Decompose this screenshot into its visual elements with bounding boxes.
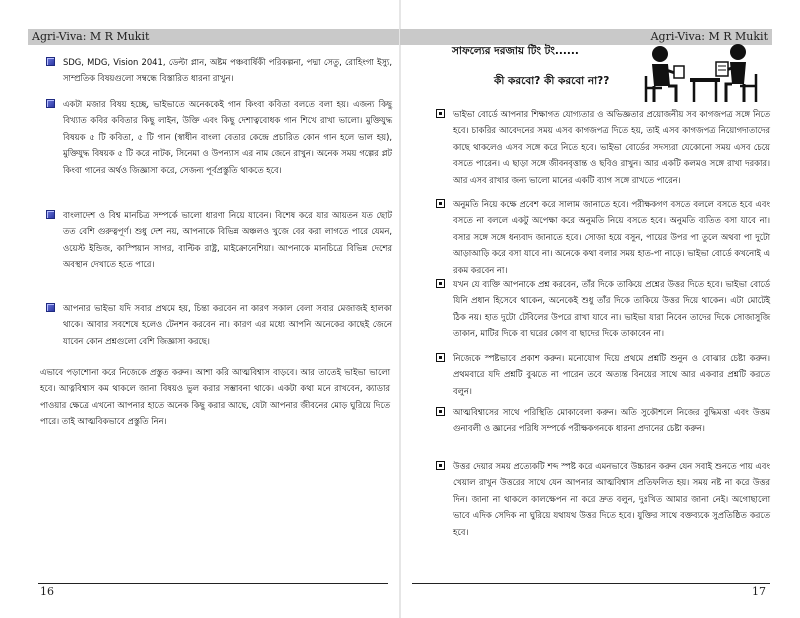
right-page-header: Agri-Viva: M R Mukit	[400, 29, 772, 45]
footer-rule	[412, 583, 770, 584]
boxed-square-bullet-icon	[436, 407, 445, 416]
interview-scene-icon	[632, 40, 772, 106]
boxed-square-bullet-icon	[436, 199, 445, 208]
boxed-square-bullet-icon	[436, 461, 445, 470]
left-closing-paragraph	[40, 364, 390, 430]
left-bullet-text: SDG, MDG, Vision 2041, ডেল্টা প্লান, অষ্টম পঞ্চবার্ষিকী পরিকল্পনা, পদ্মা সেতু, রোহিংগা ইস্যু, সাম্প্রতিক বিষয়গুলো সম্বন্ধে বিস্তারিত ধারনা রাখুন।	[63, 57, 392, 84]
section-title: সাফল্যের দরজায় টিং টং......	[452, 45, 579, 57]
left-bullet-text: একটা মজার বিষয় হচ্ছে, ভাইভাতে অনেককেই গান কিংবা কবিতা বলতে বলা হয়। এজন্য কিছু বিখ্যাত কবির কবিতার কিছু লাইন, উক্তি এবং কিছু দেশাত্ববোধক গান শিখে রাখা ভালো। মুক্তিযুদ্ধ বিষয়ক ৫ টি কবিতা, ৫ টি গান (স্বাধীন বাংলা বেতার কেন্দ্রে প্রচারিত কোন গান হলে ভাল হয়), মুক্তিযুদ্ধ বিষয়ক ৫ টি করে নাটক, সিনেমা ও উপন্যাস এর নাম জেনে রাখুন। অনেক সময় গল্পের প্লট কিংবা গানের অর্থও জিজ্ঞাসা করে, সেজন্য পূর্বপ্রস্তুতি থাকতে হবে।	[63, 99, 392, 175]
boxed-square-bullet-icon	[436, 353, 445, 362]
right-bullet-2	[436, 196, 770, 278]
footer-rule	[38, 583, 388, 584]
right-bullet-text: অনুমতি নিয়ে কক্ষে প্রবেশ করে সালাম জানাতে হবে। পরীক্ষকগণ বসতে বললে বসতে হবে এবং বসতে না বললে একটু অপেক্ষা করে অনুমতি নিয়ে বসতে হবে। অনুমতি ব্যতিত বসা যাবে না। বসার সঙ্গে সঙ্গে ধন্যবাদ জানাতে হবে। সোজা হয়ে বসুন, পায়ের উপর পা তুলে অথবা পা দুটো আড়াআড়ি করে বসা যাবে না। অনেকে কথা বলার সময় হাত-পা নাড়ে। ভাইভা বোর্ডে কখনোই এ রকম করবেন না।	[453, 199, 770, 275]
left-bullet-text: বাংলাদেশ ও বিশ্ব মানচিত্র সম্পর্কে ভালো ধারণা নিয়ে যাবেন। বিশেষ করে যার আয়তন যত ছোট তত বেশি গুরুত্বপূর্ণ। শুধু দেশ নয়, আপনাকে বিভিন্ন অঞ্চলও খুজে বের করা লাগতে পারে যেমন, ওয়েস্ট ইন্ডিজ, কাস্পিয়ান সাগর, বাল্টিক রাষ্ট্র, মাইক্রোনেশিয়া। আপনাকে মানচিত্রে বিভিন্ন দেশের অবস্থান দেখাতে হতে পারে।	[63, 210, 392, 270]
right-bullet-text: নিজেকে স্পষ্টভাবে প্রকাশ করুন। মনোযোগ দিয়ে প্রথমে প্রশ্নটি শুনুন ও বোঝার চেষ্টা করুন। প্রথমবারে যদি প্রশ্নটি বুঝতে না পারেন তবে অত্যন্ত বিনয়ের সাথে আর একবার প্রশ্নটি করতে বলুন।	[453, 353, 770, 396]
page-number: 17	[752, 585, 766, 598]
right-bullet-text: উত্তর দেয়ার সময় প্রত্যেকটি শব্দ স্পষ্ট করে এমনভাবে উচ্চারন করুন যেন সবাই শুনতে পায় এবং খেয়াল রাখুন উত্তরের সাথে যেন আপনার আত্মবিশ্বাস প্রতিফলিত হয়। সময় নষ্ট না করে উত্তর দিন। জানা না থাকলে কালক্ষেপন না করে দ্রুত বলুন, দুঃখিত আমার জানা নেই। অগোছালো ভাবে এদিক সেদিক না ঘুরিয়ে যথাযথ উত্তর দিতে হবে। যুক্তির সাথে বক্তব্যকে সুপ্রতিষ্ঠিত করতে হবে।	[453, 461, 770, 537]
left-bullet-1	[46, 54, 392, 87]
right-bullet-text: আত্মবিশ্বাসের সাথে পরিস্থিতি মোকাবেলা করুন। অতি সুকৌশলে নিজের বুদ্ধিমত্তা এবং উত্তম গুনাবলী ও জ্ঞানের পরিধি সম্পর্কে পরীক্ষকগনকে ধারনা প্রদানের চেষ্টা করুন।	[453, 407, 770, 434]
right-bullet-1	[436, 106, 770, 188]
closing-paragraph-text: এভাবে পড়াশোনা করে নিজেকে প্রস্তুত করুন। আশা করি আত্মবিশ্বাস বাড়বে। আর তাতেই ভাইভা ভালো হবে। আত্নবিশ্বাস কম থাকলে জানা বিষয়ও ভুল করার সম্ভাবনা থাকে। একটা কথা মনে রাখবেন, ক্যাডার পাওয়ার ক্ষেত্রে এখনো আপনার হাতে অনেক কিছু করার আছে, যেটা আপনার জীবনের মোড় ঘুরিয়ে দিতে পারে। তাই আত্মবিকভাবে প্রস্তুতি নিন।	[40, 367, 390, 427]
square-bullet-icon	[46, 99, 55, 108]
left-bullet-text: আপনার ভাইভা যদি সবার প্রথমে হয়, চিন্তা করবেন না কারণ সকাল বেলা সবার মেজাজই হালকা থাকে। আবার সবশেষে হলেও টেনশন করবেন না। কারণ এর মধ্যে আপনি অনেকের কাছেই জেনে যাবেন কোন প্রশ্নগুলো বেশি জিজ্ঞাসা করছে।	[63, 303, 392, 346]
right-bullet-5	[436, 404, 770, 437]
left-bullet-2	[46, 96, 392, 178]
square-bullet-icon	[46, 57, 55, 66]
boxed-square-bullet-icon	[436, 109, 445, 118]
left-bullet-3	[46, 207, 392, 273]
right-bullet-text: ভাইভা বোর্ডে আপনার শিক্ষাগত যোগ্যতার ও অভিজ্ঞতার প্রয়োজনীয় সব কাগজপত্র সঙ্গে নিতে হবে। চাকরির আবেদনের সময় এসব কাগজপত্র দিতে হয়, তাই এসব কাগজপত্র নিয়োগদাতাদের কাছে থাকলেও এসব সঙ্গে করে নিতে হবে। ভাইভা বোর্ডের সদস্যরা যেকোনো সময় এসব চেয়ে বসতে পারেন। এ ছাড়া সঙ্গে জীবনবৃত্তান্ত ও ছবিও রাখুন। আর একটি কলমও সঙ্গে রাখা দরকার। আর এসব রাখার জন্য ভালো মানের একটি ব্যাগ সঙ্গে রাখতে পারেন।	[453, 109, 770, 185]
right-bullet-4	[436, 350, 770, 399]
square-bullet-icon	[46, 303, 55, 312]
right-bullet-6	[436, 458, 770, 540]
right-bullet-text: যখন যে ব্যক্তি আপনাকে প্রশ্ন করবেন, তাঁর দিকে তাকিয়ে প্রশ্নের উত্তর দিতে হবে। ভাইভা বোর্ডে যিনি প্রধান হিসেবে থাকেন, অনেকেই শুধু তাঁর দিকে তাকিয়ে উত্তর দিয়ে থাকেন। এটা মোটেই ঠিক নয়। হাত দুটো টেবিলের উপরে রাখা যাবে না। ভাইভা যারা নিবেন তাদের দিকে সোজাসুজি তাকান, মাটির দিকে বা ঘরের কোণ বা ছাদের দিকে তাকাবেন না।	[453, 279, 770, 339]
right-page	[400, 0, 800, 618]
square-bullet-icon	[46, 210, 55, 219]
right-bullet-3	[436, 276, 770, 342]
left-page-header: Agri-Viva: M R Mukit	[28, 29, 400, 45]
boxed-square-bullet-icon	[436, 279, 445, 288]
section-subtitle: কী করবো? কী করবো না??	[494, 75, 610, 87]
left-bullet-4	[46, 300, 392, 349]
page-number: 16	[40, 585, 54, 598]
